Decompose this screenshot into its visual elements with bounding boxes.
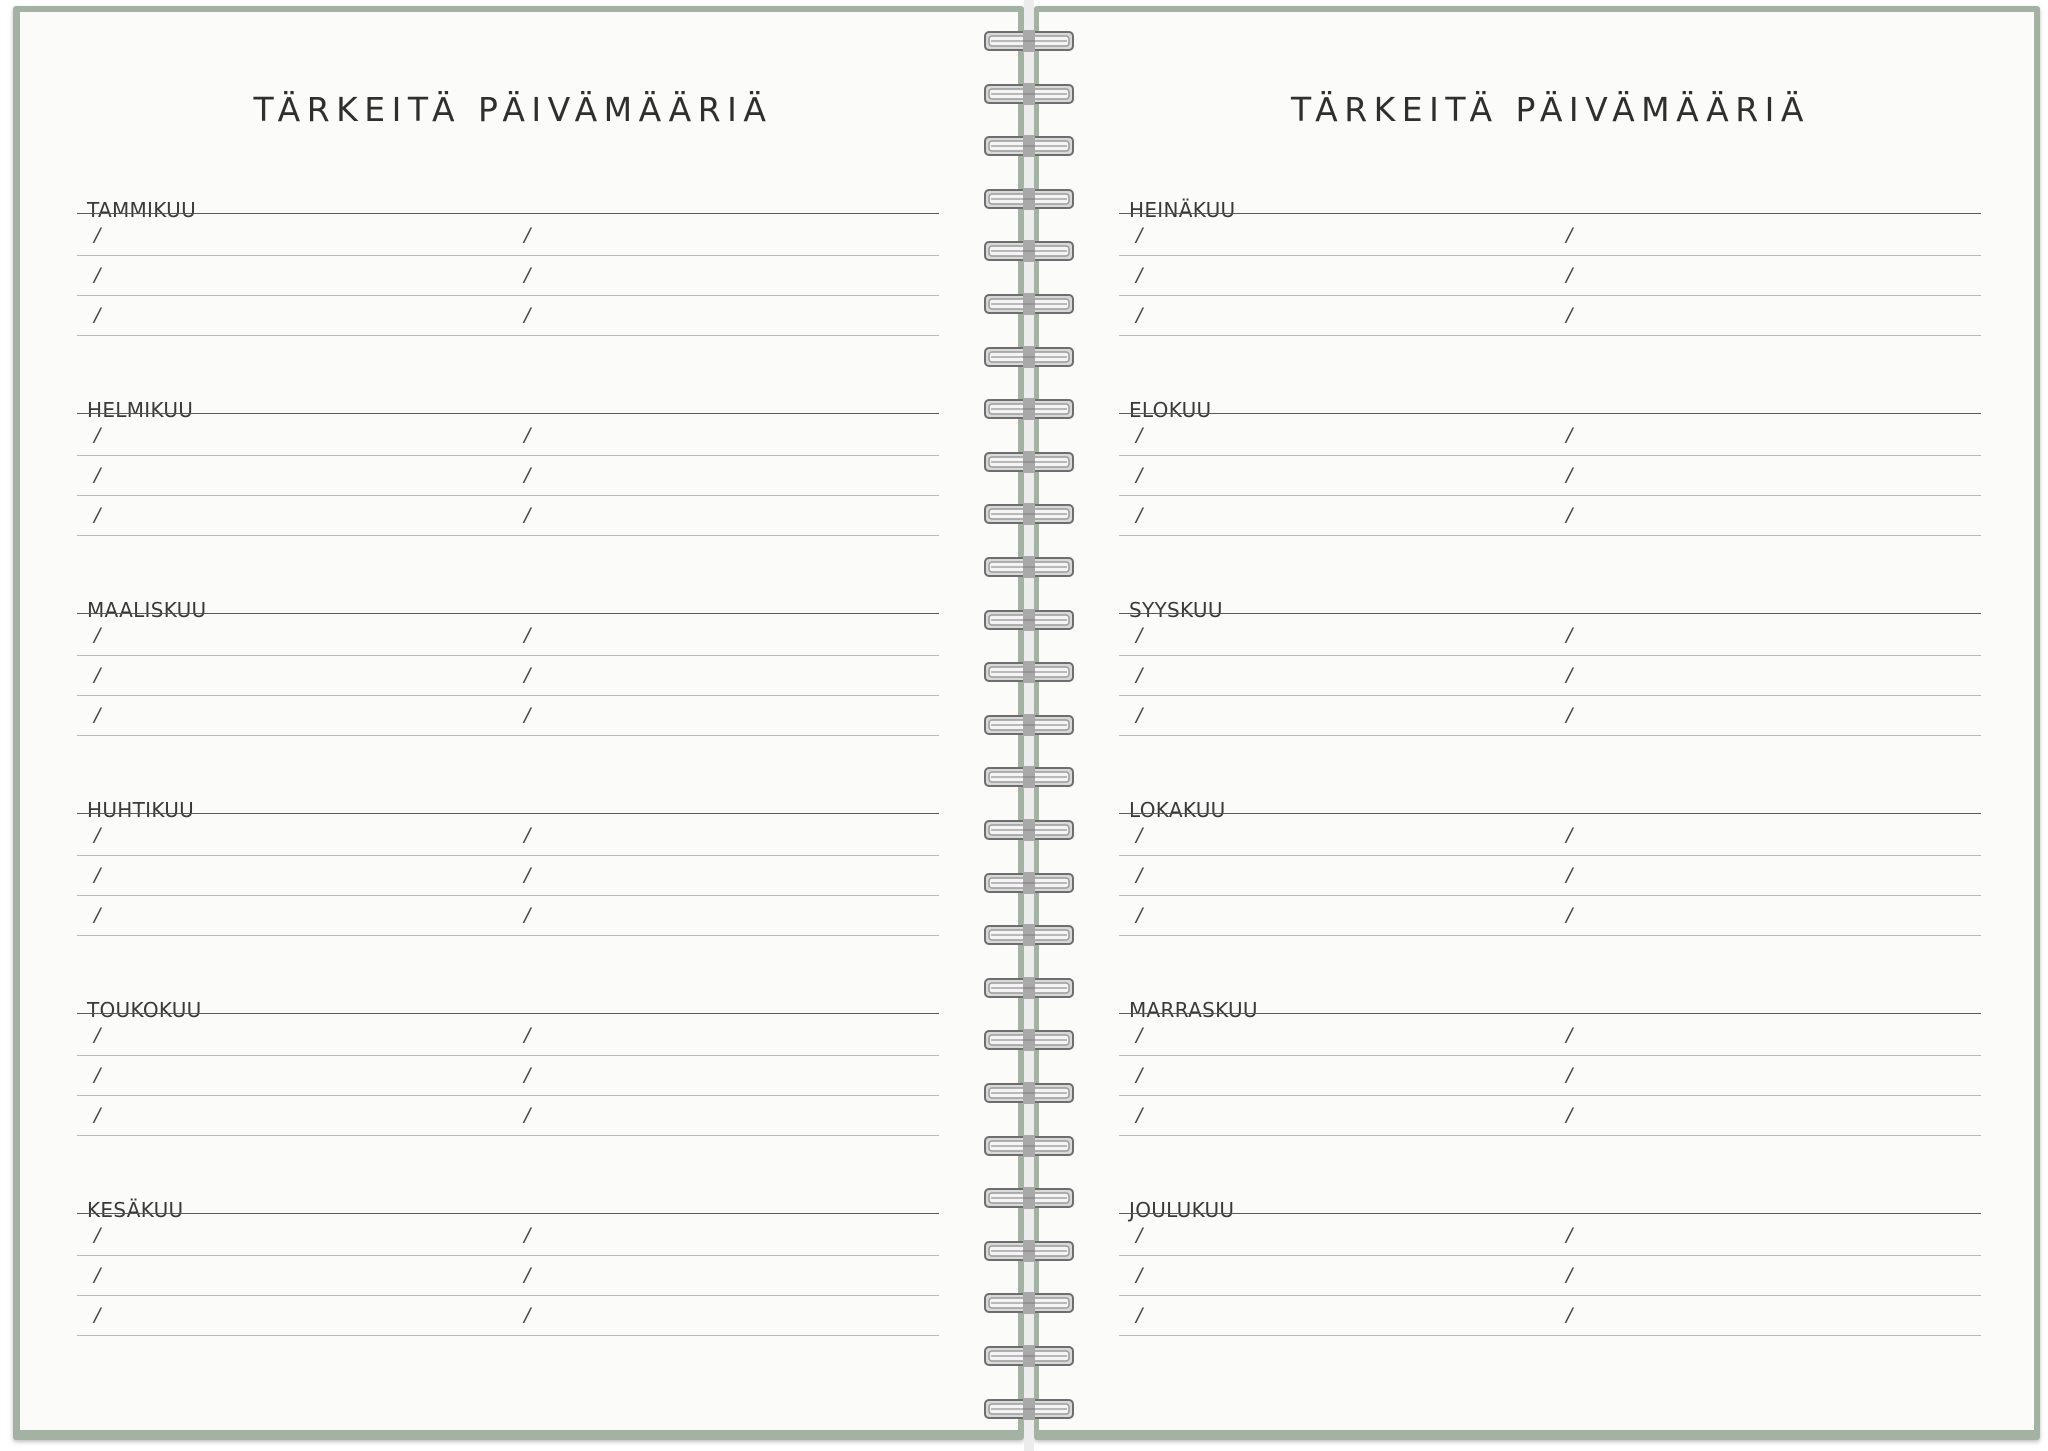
date-entry-row[interactable] [1119, 1095, 1981, 1136]
date-slash: / [94, 824, 101, 846]
date-entry-row[interactable] [77, 855, 939, 896]
date-slash: / [94, 864, 101, 886]
binding-coil [983, 240, 1075, 262]
binding-coil [983, 135, 1075, 157]
date-slash: / [1136, 424, 1143, 446]
binding-coil [983, 1029, 1075, 1051]
month-divider [77, 613, 939, 614]
binding-coil [983, 872, 1075, 894]
date-slash: / [524, 1024, 531, 1046]
date-entry-row[interactable] [77, 415, 939, 456]
date-entry-row[interactable] [77, 1055, 939, 1096]
date-slash: / [1136, 904, 1143, 926]
month-divider [77, 813, 939, 814]
date-slash: / [94, 664, 101, 686]
month-divider [1119, 413, 1981, 414]
month-divider [1119, 1013, 1981, 1014]
month-name: MARRASKUU [1129, 998, 1258, 1022]
month-name: KESÄKUU [87, 1198, 184, 1222]
month-divider [77, 213, 939, 214]
binding-coil [983, 398, 1075, 420]
date-slash: / [1566, 864, 1573, 886]
date-slash: / [94, 1024, 101, 1046]
date-entry-row[interactable] [1119, 1055, 1981, 1096]
date-entry-row[interactable] [77, 1255, 939, 1296]
month-section [77, 1000, 939, 1160]
binding-coil [983, 714, 1075, 736]
date-slash: / [94, 304, 101, 326]
date-entry-row[interactable] [1119, 895, 1981, 936]
date-slash: / [94, 624, 101, 646]
date-entry-row[interactable] [1119, 695, 1981, 736]
date-slash: / [1566, 664, 1573, 686]
date-entry-row[interactable] [77, 815, 939, 856]
date-entry-row[interactable] [1119, 255, 1981, 296]
binding-coil [983, 1135, 1075, 1157]
month-name: SYYSKUU [1129, 598, 1223, 622]
binding-coil [983, 1398, 1075, 1420]
month-name: HUHTIKUU [87, 798, 195, 822]
binding-coil [983, 1082, 1075, 1104]
binding-coil [983, 661, 1075, 683]
date-slash: / [1566, 224, 1573, 246]
month-section [1119, 600, 1981, 760]
month-divider [1119, 613, 1981, 614]
right-page [1039, 12, 2034, 1430]
date-slash: / [1136, 864, 1143, 886]
binding-coil [983, 346, 1075, 368]
date-slash: / [524, 864, 531, 886]
month-divider [1119, 1213, 1981, 1214]
date-slash: / [524, 1064, 531, 1086]
date-slash: / [1136, 1304, 1143, 1326]
date-entry-row[interactable] [1119, 1215, 1981, 1256]
date-slash: / [524, 424, 531, 446]
date-slash: / [524, 704, 531, 726]
month-name: HEINÄKUU [1129, 198, 1236, 222]
date-slash: / [524, 464, 531, 486]
month-name: MAALISKUU [87, 598, 207, 622]
month-name: TOUKOKUU [87, 998, 202, 1022]
date-slash: / [1136, 264, 1143, 286]
date-slash: / [1136, 464, 1143, 486]
date-slash: / [94, 504, 101, 526]
date-entry-row[interactable] [1119, 655, 1981, 696]
date-slash: / [524, 1304, 531, 1326]
binding-coil [983, 1345, 1075, 1367]
month-divider [77, 1213, 939, 1214]
binding-coil [983, 1292, 1075, 1314]
date-slash: / [1566, 1024, 1573, 1046]
date-slash: / [1566, 1104, 1573, 1126]
date-slash: / [94, 904, 101, 926]
month-divider [1119, 213, 1981, 214]
month-divider [77, 413, 939, 414]
date-slash: / [524, 904, 531, 926]
date-slash: / [94, 1304, 101, 1326]
month-section [77, 1200, 939, 1360]
date-slash: / [1566, 704, 1573, 726]
date-slash: / [524, 624, 531, 646]
date-entry-row[interactable] [1119, 815, 1981, 856]
date-slash: / [1566, 904, 1573, 926]
date-entry-row[interactable] [1119, 1255, 1981, 1296]
month-section [77, 600, 939, 760]
month-section [1119, 800, 1981, 960]
date-slash: / [1566, 1264, 1573, 1286]
binding-coil [983, 503, 1075, 525]
binding-coil [983, 766, 1075, 788]
date-entry-row[interactable] [77, 1215, 939, 1256]
month-section [1119, 1000, 1981, 1160]
date-entry-row[interactable] [77, 655, 939, 696]
date-entry-row[interactable] [1119, 415, 1981, 456]
date-slash: / [524, 824, 531, 846]
date-entry-row[interactable] [77, 695, 939, 736]
binding-coil [983, 1187, 1075, 1209]
date-entry-row[interactable] [1119, 495, 1981, 536]
date-slash: / [1136, 1264, 1143, 1286]
date-slash: / [1566, 464, 1573, 486]
binding-coil [983, 188, 1075, 210]
date-entry-row[interactable] [1119, 1295, 1981, 1336]
date-slash: / [1136, 624, 1143, 646]
month-divider [1119, 813, 1981, 814]
date-entry-row[interactable] [77, 1015, 939, 1056]
month-name: JOULUKUU [1129, 1198, 1235, 1222]
date-slash: / [1566, 624, 1573, 646]
date-entry-row[interactable] [77, 215, 939, 256]
binding-coil [983, 30, 1075, 52]
month-name: TAMMIKUU [87, 198, 197, 222]
date-slash: / [94, 464, 101, 486]
date-slash: / [1566, 1064, 1573, 1086]
date-slash: / [1136, 664, 1143, 686]
date-entry-row[interactable] [77, 1295, 939, 1336]
date-slash: / [94, 1264, 101, 1286]
date-entry-row[interactable] [77, 495, 939, 536]
binding-coil [983, 1240, 1075, 1262]
date-slash: / [524, 224, 531, 246]
date-entry-row[interactable] [1119, 615, 1981, 656]
binding-coil [983, 609, 1075, 631]
date-entry-row[interactable] [77, 895, 939, 936]
date-slash: / [1136, 704, 1143, 726]
date-slash: / [1136, 224, 1143, 246]
date-slash: / [1136, 1024, 1143, 1046]
date-entry-row[interactable] [77, 295, 939, 336]
date-slash: / [1566, 1224, 1573, 1246]
binding-coil [983, 819, 1075, 841]
date-slash: / [94, 1224, 101, 1246]
date-slash: / [1136, 1064, 1143, 1086]
date-slash: / [94, 424, 101, 446]
month-section [1119, 1200, 1981, 1360]
month-section [77, 400, 939, 560]
date-slash: / [1566, 824, 1573, 846]
date-slash: / [1566, 264, 1573, 286]
month-name: LOKAKUU [1129, 798, 1226, 822]
date-slash: / [1566, 304, 1573, 326]
date-slash: / [94, 704, 101, 726]
date-slash: / [1136, 1224, 1143, 1246]
date-slash: / [524, 664, 531, 686]
month-name: ELOKUU [1129, 398, 1212, 422]
date-slash: / [524, 264, 531, 286]
date-entry-row[interactable] [77, 255, 939, 296]
month-divider [77, 1013, 939, 1014]
date-slash: / [524, 1224, 531, 1246]
date-slash: / [1566, 1304, 1573, 1326]
page-title: TÄRKEITÄ PÄIVÄMÄÄRIÄ [253, 90, 773, 129]
date-slash: / [1136, 824, 1143, 846]
date-slash: / [524, 304, 531, 326]
date-slash: / [524, 1264, 531, 1286]
month-section [1119, 200, 1981, 360]
date-entry-row[interactable] [1119, 855, 1981, 896]
month-section [77, 800, 939, 960]
month-section [1119, 400, 1981, 560]
binding-coil [983, 556, 1075, 578]
month-section [77, 200, 939, 360]
date-slash: / [1136, 304, 1143, 326]
date-slash: / [94, 1064, 101, 1086]
date-entry-row[interactable] [77, 1095, 939, 1136]
binding-coil [983, 293, 1075, 315]
date-entry-row[interactable] [77, 615, 939, 656]
date-slash: / [1136, 504, 1143, 526]
binding-coil [983, 451, 1075, 473]
date-entry-row[interactable] [1119, 1015, 1981, 1056]
date-slash: / [1136, 1104, 1143, 1126]
date-slash: / [524, 1104, 531, 1126]
binding-coil [983, 83, 1075, 105]
date-slash: / [94, 264, 101, 286]
date-entry-row[interactable] [77, 455, 939, 496]
page-title: TÄRKEITÄ PÄIVÄMÄÄRIÄ [1291, 90, 1810, 129]
date-slash: / [1566, 424, 1573, 446]
binding-coil [983, 977, 1075, 999]
date-slash: / [94, 224, 101, 246]
date-entry-row[interactable] [1119, 295, 1981, 336]
date-entry-row[interactable] [1119, 455, 1981, 496]
date-entry-row[interactable] [1119, 215, 1981, 256]
binding-coil [983, 924, 1075, 946]
month-name: HELMIKUU [87, 398, 194, 422]
date-slash: / [94, 1104, 101, 1126]
left-page [20, 12, 1018, 1430]
date-slash: / [1566, 504, 1573, 526]
date-slash: / [524, 504, 531, 526]
